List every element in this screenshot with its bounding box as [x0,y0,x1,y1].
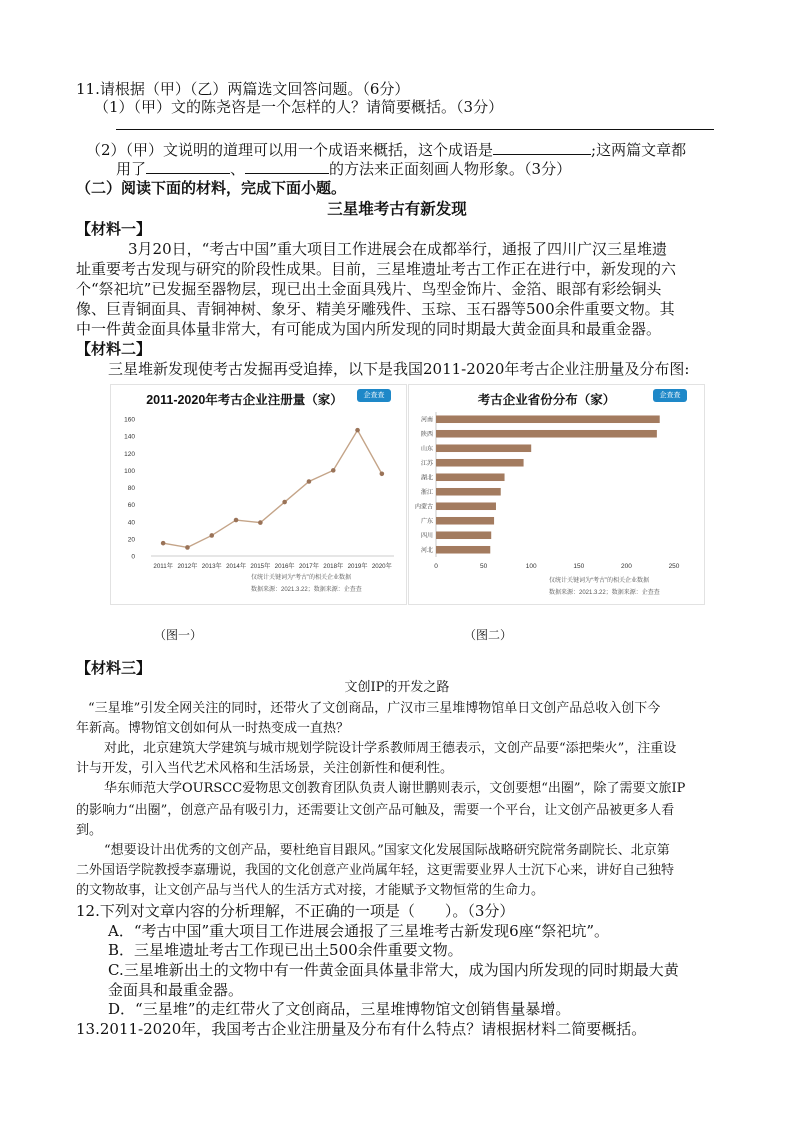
category-label: 浙江 [420,489,433,496]
data-point [380,472,385,477]
x-tick-label: 2015年 [250,563,271,570]
material3-line: 年新高。博物馆文创如何从一时热变成一直热？ [76,721,350,736]
category-label: 广东 [420,518,433,525]
x-tick-label: 200 [620,563,632,570]
category-label: 河南 [420,417,433,424]
figure1-caption: （图一） [154,628,203,642]
idiom-blank[interactable] [493,139,591,155]
material3-line: 到。 [76,823,103,838]
q11-sub2-text-e: 的方法来正面刻画人物形象。（3分） [329,160,572,178]
chart2-plot [409,385,704,604]
x-tick-label: 2012年 [177,563,198,570]
chart1-logo: 企查查 [357,389,391,402]
x-tick-label: 2013年 [201,563,222,570]
q12-stem: 12.下列对文章内容的分析理解，不正确的一项是（ ）。（3分） [76,902,515,920]
q11-answer-line[interactable] [116,129,714,130]
category-label: 湖北 [420,475,433,482]
q12-option-d: D．“三星堆”的走红带火了文创商品，三星堆博物馆文创销售量暴增。 [108,1000,571,1018]
x-tick-label: 2014年 [226,563,247,570]
material3-line: 二外国语学院教授李嘉珊说，我国的文化创意产业尚属年轻，这更需要业界人士沉下心来，讲好自己独特 [76,863,675,878]
x-tick-label: 0 [434,563,438,570]
chart2-title: 考古企业省份分布（家） [477,393,616,407]
bar [436,517,494,525]
material1-label: 【材料一】 [76,220,152,238]
y-tick-label: 60 [127,502,135,510]
material3-line: “三星堆”引发全网关注的同时，还带火了文创商品，广汉市三星堆博物馆单日文创产品总收入创下今 [88,701,661,716]
material3-label: 【材料三】 [76,659,152,677]
y-tick-label: 100 [124,467,135,475]
y-tick-label: 140 [124,433,135,441]
material1-line: 个“祭祀坑”已发掘至器物层，现已出土金面具残片、鸟型金饰片、金箔、眼部有彩绘铜头 [76,280,662,298]
q11-sub2-text-a: （2）（甲）文说明的道理可以用一个成语来概括，这个成语是 [86,141,494,159]
bar [436,430,657,438]
bar [436,459,524,467]
data-point [234,518,239,523]
data-point [282,500,287,505]
q11-sub2-text-b: ;这两篇文章都 [591,141,687,159]
bar [436,531,491,539]
q12-option-b: B．三星堆遗址考古工作现已出土500余件重要文物。 [108,941,463,959]
x-tick-label: 2011年 [153,563,173,570]
data-point [331,468,336,473]
q11-sub2-text-d: 、 [230,160,246,178]
category-label: 陕西 [420,431,433,438]
series-line [163,430,382,547]
material3-line: 的文物故事，让文创产品与当代人的生活方式对接，才能赋予文物恒常的生命力。 [76,883,545,898]
chart1-title: 2011-2020年考古企业注册量（家） [146,393,343,407]
material2-intro: 三星堆新发现使考古发掘再受追捧，以下是我国2011-2020年考古企业注册量及分布图: [108,360,690,378]
data-point [161,541,166,546]
x-tick-label: 100 [525,563,537,570]
bar [436,502,496,510]
data-point [355,428,360,433]
chart1-note2: 数据来源：2021.3.22；数据来源：企查查 [251,587,362,593]
y-tick-label: 20 [127,536,135,544]
chart2-note1: 仅统计关键词为“考古”的相关企业数据 [549,578,649,584]
y-tick-label: 120 [124,450,135,458]
material1-line: 像、巨青铜面具、青铜神树、象牙、精美牙雕残件、玉琮、玉石器等500余件重要文物。其 [76,300,675,318]
bar [436,444,531,452]
material3-line: 的影响力“出圈”，创意产品有吸引力，还需要让文创产品可触及，需要一个平台，让文创产品被更多人看 [76,803,675,818]
q12-option-c-cont: 金面具和最重金器。 [108,981,244,999]
x-tick-label: 2017年 [298,563,319,570]
method-blank-1[interactable] [146,158,230,174]
category-label: 四川 [420,533,433,540]
chart-registrations [110,384,407,605]
chart1-note1: 仅统计关键词为“考古”的相关企业数据 [251,575,351,581]
x-tick-label: 2016年 [274,563,295,570]
bar [436,415,660,423]
y-tick-label: 80 [127,485,135,492]
category-label: 山东 [420,446,433,453]
material3-line: 计与开发，引入当代艺术风格和生活场景，关注创新性和便利性。 [76,761,454,776]
material3-line: “想要设计出优秀的文创产品，要杜绝盲目跟风。”国家文化发展国际战略研究院常务副院长、北京第 [104,843,670,858]
x-tick-label: 2020年 [371,563,392,570]
bar [436,546,490,554]
material2-label: 【材料二】 [76,340,152,358]
x-tick-label: 2019年 [347,563,368,570]
y-tick-label: 40 [127,519,135,527]
material1-line: 址重要考古发现与研究的阶段性成果。目前，三星堆遗址考古工作正在进行中，新发现的六 [76,260,677,278]
passage-title: 三星堆考古有新发现 [327,199,467,218]
q11-sub2-line2 [116,158,571,179]
chart2-logo: 企查查 [653,389,687,402]
material1-line: 3月20日，“考古中国”重大项目工作进展会在成都举行，通报了四川广汉三星堆遗 [128,240,667,258]
x-tick-label: 2018年 [323,563,344,570]
y-tick-label: 160 [124,416,135,424]
bar [436,473,505,481]
x-tick-label: 50 [479,563,488,570]
data-point [307,479,312,484]
q11-sub1: （1）（甲）文的陈尧咨是一个怎样的人？请简要概括。（3分） [94,98,504,116]
q12-option-a: A．“考古中国”重大项目工作进展会通报了三星堆考古新发现6座“祭祀坑”。 [108,922,610,940]
section2-heading: （二）阅读下面的材料，完成下面小题。 [76,179,347,197]
data-point [185,545,190,550]
material3-title: 文创IP的开发之路 [344,680,450,695]
bar [436,488,501,496]
category-label: 内蒙古 [414,504,433,511]
material3-line: 华东师范大学OURSCC爱物思文创教育团队负责人谢世鹏则表示，文创要想“出圈”，除了需要文旅IP [104,781,686,796]
chart2-note2: 数据来源：2021.3.22；数据来源：企查查 [549,590,660,596]
figure2-caption: （图二） [464,628,513,642]
q11-sub2-line1 [86,139,686,160]
material3-line: 对此，北京建筑大学建筑与城市规划学院设计学系教师周王德表示，文创产品要“添把柴火”，注重设 [104,741,677,756]
q11-sub2-text-c: 用了 [116,160,147,178]
q11-stem: 11.请根据（甲）（乙）两篇选文回答问题。（6分） [76,80,410,98]
x-tick-label: 250 [668,563,680,570]
y-tick-label: 0 [131,553,135,561]
method-blank-2[interactable] [245,158,329,174]
material1-line: 中一件黄金面具体量非常大，有可能成为国内所发现的同时期最大黄金面具和最重金器。 [76,320,662,338]
category-label: 江苏 [420,460,433,467]
category-label: 河北 [420,547,433,554]
data-point [209,533,214,538]
q13-stem: 13.2011-2020年，我国考古企业注册量及分布有什么特点？请根据材料二简要概括。 [76,1020,647,1038]
q12-option-c: C.三星堆新出土的文物中有一件黄金面具体量非常大，成为国内所发现的同时期最大黄 [108,961,679,979]
x-tick-label: 150 [573,563,585,570]
chart-provinces [408,384,705,605]
data-point [258,520,263,525]
